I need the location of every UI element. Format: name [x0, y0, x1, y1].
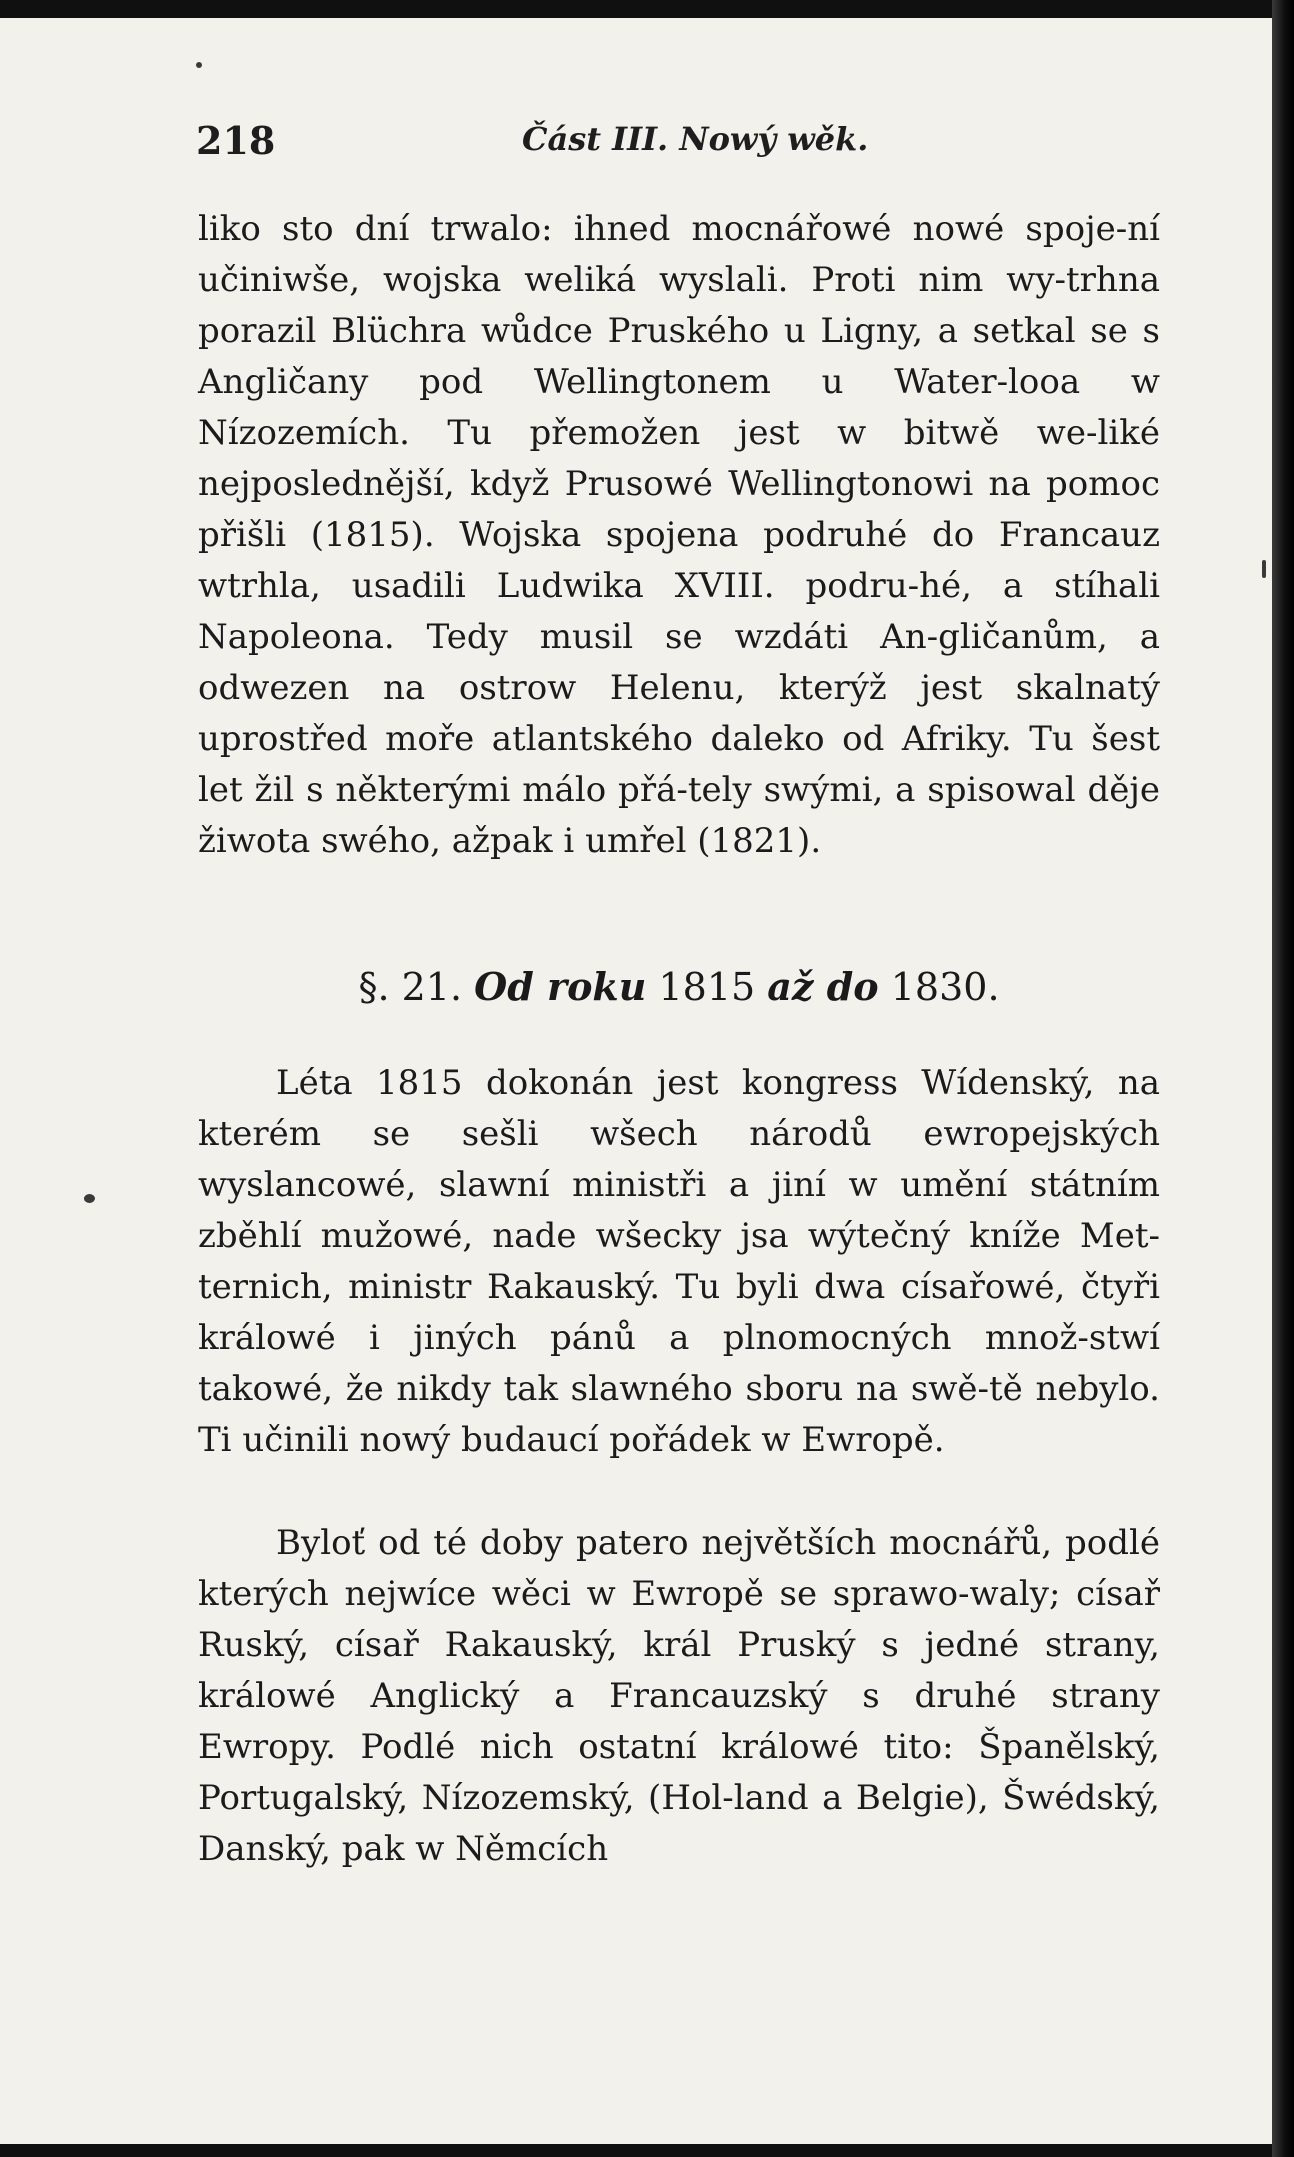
page-number: 218: [196, 118, 276, 163]
paragraph-congress: Léta 1815 dokonán jest kongress Wídenský, na kterém se sešli wšech národů ewropejských wyslancowé, slawní ministři a jiní w umění státním zběhlí mužowé, nade wšecky jsa wýtečný kníže Met-ternich, ministr Rakauský. Tu byli dwa císařowé, čtyři králowé i jiných pánů a plnomocných množ-stwí takowé, že nikdy tak slawného sboru na swě-tě nebylo. Ti učinili nowý budaucí pořádek w Ewropě.: [198, 1063, 1160, 1460]
scan-speck: [196, 62, 202, 68]
paragraph-great-powers: Byloť od té doby patero největších mocnářů, podlé kterých nejwíce wěci w Ewropě se sprawo-waly; císař Ruský, císař Rakauský, král Pruský s jedné strany, králowé Anglický a Francauzský s druhé strany Ewropy. Podlé nich ostatní králowé tito: Španělský, Portugalský, Nízozemský, (Hol-land a Belgie), Šwédský, Danský, pak w Němcích: [198, 1523, 1160, 1869]
scan-speck: [84, 1194, 95, 1203]
section-title-part2: až do: [767, 964, 879, 1009]
scan-speck: [1262, 560, 1266, 578]
section-year-to: 1830.: [890, 965, 1000, 1009]
chapter-title: Část III. Nowý wěk.: [522, 120, 869, 158]
section-title-part1: Od roku: [474, 964, 647, 1009]
section-heading: [198, 964, 1160, 1009]
running-head: [0, 108, 1272, 168]
section-year-from: 1815: [658, 965, 756, 1009]
paragraph-continued: liko sto dní trwalo: ihned mocnářowé nowé spoje-ní učiniwše, wojska weliká wyslali. Proti nim wy-trhna porazil Blüchra wůdce Pruského u Ligny, a setkal se s Angličany pod Wellingtonem u Water-looa w Nízozemích. Tu přemožen jest w bitwě we-liké nejposlednější, když Prusowé Wellingtonowi na pomoc přišli (1815). Wojska spojena podruhé do Francauz wtrhla, usadili Ludwika XVIII. podru-hé, a stíhali Napoleona. Tedy musil se wzdáti An-gličanům, a odwezen na ostrow Helenu, kterýž jest skalnatý uprostřed moře atlantského daleko od Afriky. Tu šest let žil s některými málo přá-tely swými, a spisowal děje žiwota swého, ažpak i umřel (1821).: [198, 209, 1160, 861]
scan-edge: [1272, 0, 1294, 2157]
section-number: §. 21.: [358, 965, 463, 1009]
book-page: [0, 18, 1272, 2144]
